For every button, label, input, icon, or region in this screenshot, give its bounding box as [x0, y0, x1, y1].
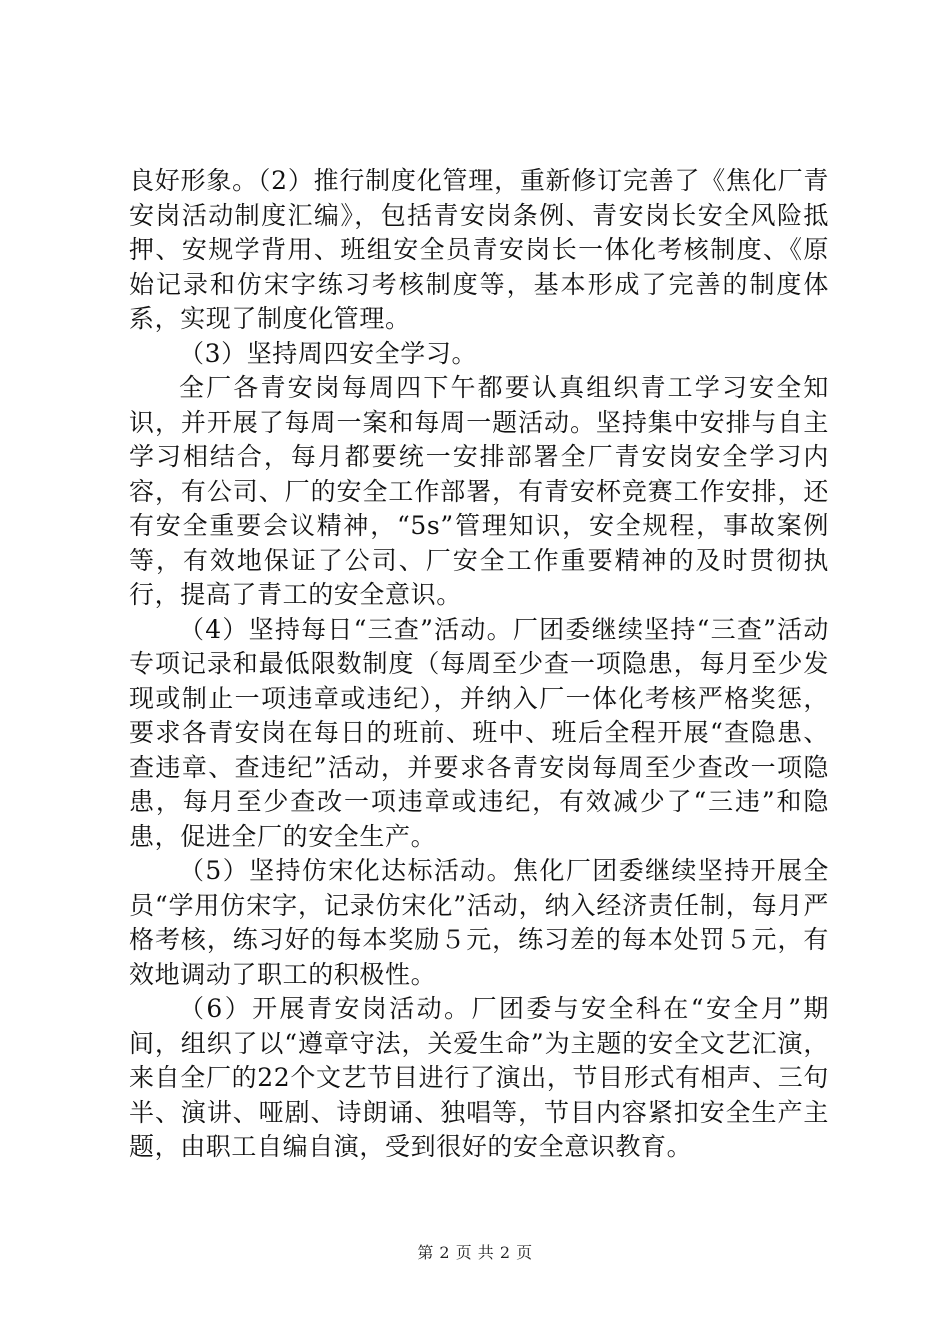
paragraph-2: （3）坚持周四安全学习。 — [179, 338, 478, 368]
paragraph-1: 良好形象。（2）推行制度化管理，重新修订完善了《焦化厂青安岗活动制度汇编》，包括青安岗条例、青安岗长安全风险抵押、安规学背用、班组安全员青安岗长一体化考核制度、《原始记录和仿宋字练习考核制度等，基本形成了完善的制度体系，实现了制度化管理。 — [129, 166, 829, 333]
paragraph-6: （6）开展青安岗活动。厂团委与安全科在“安全月”期间，组织了以“遵章守法，关爱生命”为主题的安全文艺汇演，来自全厂的22个文艺节目进行了演出，节目形式有相声、三句半、演讲、哑剧、诗朗诵、独唱等，节目内容紧扣安全生产主题，由职工自编自演，受到很好的安全意识教育。 — [129, 994, 829, 1161]
paragraph-3: 全厂各青安岗每周四下午都要认真组织青工学习安全知识，并开展了每周一案和每周一题活动。坚持集中安排与自主学习相结合，每月都要统一安排部署全厂青安岗安全学习内容，有公司、厂的安全工作部署，有青安杯竞赛工作安排，还有安全重要会议精神，“5s”管理知识，安全规程，事故案例等，有效地保证了公司、厂安全工作重要精神的及时贯彻执行，提高了青工的安全意识。 — [129, 373, 829, 609]
page-number-footer: 第 2 页 共 2 页 — [417, 1243, 533, 1262]
paragraph-4: （4）坚持每日“三查”活动。厂团委继续坚持“三查”活动专项记录和最低限数制度（每周至少查一项隐患，每月至少发现或制止一项违章或违纪），并纳入厂一体化考核严格奖惩，要求各青安岗在每日的班前、班中、班后全程开展“查隐患、查违章、查违纪”活动，并要求各青安岗每周至少查改一项隐患，每月至少查改一项违章或违纪，有效减少了“三违”和隐患，促进全厂的安全生产。 — [129, 614, 829, 851]
document-body — [129, 164, 829, 1165]
paragraph-5: （5）坚持仿宋化达标活动。焦化厂团委继续坚持开展全员“学用仿宋字，记录仿宋化”活动，纳入经济责任制，每月严格考核，练习好的每本奖励５元，练习差的每本处罚５元，有效地调动了职工的积极性。 — [129, 856, 829, 989]
